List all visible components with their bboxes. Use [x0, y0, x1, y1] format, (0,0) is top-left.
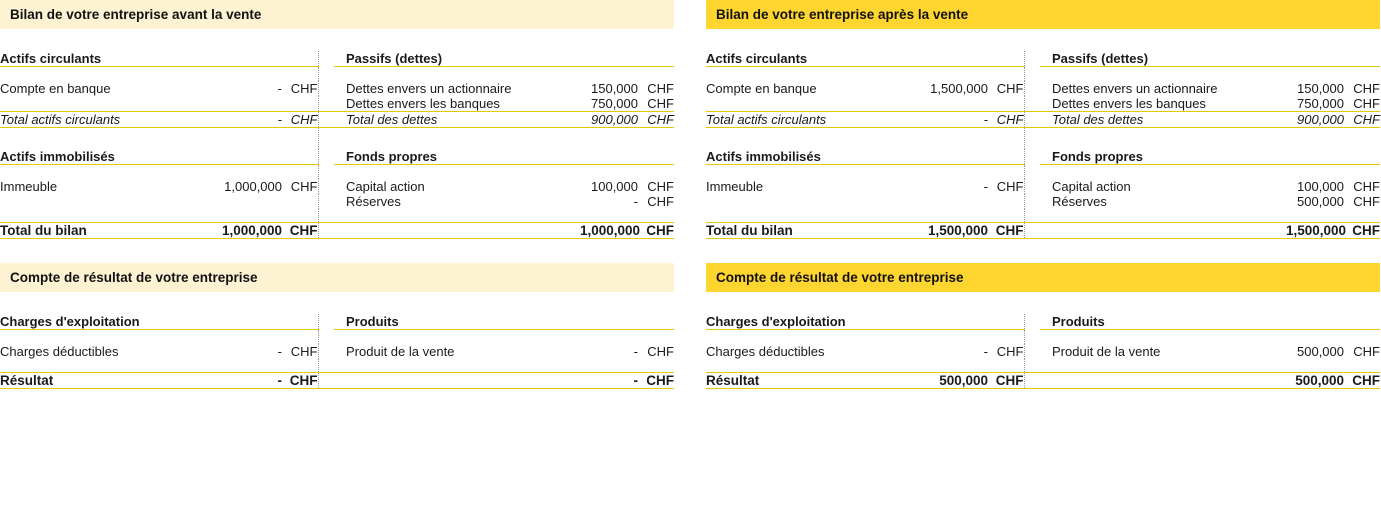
- row-dettes-actionnaire: Dettes envers un actionnaire: [346, 80, 512, 96]
- header-produits: Produits: [334, 314, 580, 330]
- currency: CHF: [996, 178, 1024, 194]
- header-fonds-propres: Fonds propres: [1040, 149, 1286, 165]
- total-actifs-circulants-value: -: [222, 111, 282, 127]
- row-compte-en-banque: Compte en banque: [706, 80, 817, 96]
- currency: CHF: [1353, 178, 1380, 194]
- header-actifs-immobilises: Actifs immobilisés: [0, 149, 222, 165]
- currency: CHF: [290, 80, 318, 96]
- row-dettes-banques: Dettes envers les banques: [346, 95, 500, 111]
- income-title-after: Compte de résultat de votre entreprise: [706, 263, 1380, 292]
- total-bilan-label: Total du bilan: [706, 223, 916, 239]
- panel-before: [0, 0, 674, 514]
- value-reserves: 500,000: [1297, 193, 1344, 209]
- balance-table-after: [706, 29, 1380, 239]
- resultat-value-left: -: [222, 373, 282, 389]
- currency: CHF: [1353, 80, 1380, 96]
- value-capital-action: 100,000: [1297, 178, 1344, 194]
- row-dettes-banques: Dettes envers les banques: [1052, 95, 1206, 111]
- row-dettes-actionnaire: Dettes envers un actionnaire: [1052, 80, 1218, 96]
- currency: CHF: [290, 343, 318, 359]
- currency: CHF: [647, 178, 674, 194]
- row-capital-action: Capital action: [1052, 178, 1131, 194]
- currency: CHF: [1353, 193, 1380, 209]
- row-charges-deductibles: Charges déductibles: [706, 343, 825, 359]
- row-reserves: Réserves: [1052, 193, 1107, 209]
- row-produit-vente: Produit de la vente: [346, 343, 455, 359]
- value-immeuble: 1,000,000: [224, 178, 282, 194]
- value-compte-en-banque: 1,500,000: [930, 80, 988, 96]
- income-title-before: Compte de résultat de votre entreprise: [0, 263, 674, 292]
- currency: CHF: [290, 178, 318, 194]
- value-immeuble: -: [983, 178, 988, 194]
- income-table-after: [706, 292, 1380, 389]
- value-reserves: -: [633, 193, 638, 209]
- currency: CHF: [638, 373, 674, 389]
- currency: CHF: [647, 193, 674, 209]
- total-actifs-circulants: Total actifs circulants: [0, 111, 222, 127]
- value-charges-deductibles: -: [277, 343, 282, 359]
- row-immeuble: Immeuble: [706, 178, 764, 194]
- balance-title-before: Bilan de votre entreprise avant la vente: [0, 0, 674, 29]
- total-bilan-value-right: 1,500,000: [1286, 223, 1347, 238]
- total-actifs-circulants-value: -: [916, 111, 988, 127]
- resultat-label: Résultat: [706, 373, 916, 389]
- total-bilan-value-left: 1,000,000: [222, 223, 283, 238]
- currency: CHF: [996, 80, 1024, 96]
- total-dettes: Total des dettes: [334, 111, 580, 127]
- currency: CHF: [1344, 111, 1380, 127]
- header-charges-exploitation: Charges d'exploitation: [0, 314, 222, 330]
- panel-after: [706, 0, 1380, 514]
- value-capital-action: 100,000: [591, 178, 638, 194]
- header-charges-exploitation: Charges d'exploitation: [706, 314, 916, 330]
- currency: CHF: [996, 343, 1024, 359]
- resultat-value-left: 500,000: [916, 373, 988, 389]
- header-actifs-circulants: Actifs circulants: [706, 51, 916, 67]
- value-dettes-banques: 750,000: [591, 95, 638, 111]
- currency: CHF: [638, 223, 674, 239]
- total-actifs-circulants: Total actifs circulants: [706, 111, 916, 127]
- currency: CHF: [282, 111, 318, 127]
- header-actifs-circulants: Actifs circulants: [0, 51, 222, 67]
- value-produit-vente: -: [633, 343, 638, 359]
- currency: CHF: [1344, 373, 1380, 389]
- header-produits: Produits: [1040, 314, 1286, 330]
- resultat-value-right: -: [580, 373, 638, 389]
- total-dettes-value: 900,000: [580, 111, 638, 127]
- currency: CHF: [1344, 223, 1380, 239]
- currency: CHF: [1353, 343, 1380, 359]
- value-dettes-actionnaire: 150,000: [591, 80, 638, 96]
- currency: CHF: [988, 223, 1024, 239]
- header-fonds-propres: Fonds propres: [334, 149, 580, 165]
- total-bilan-label: Total du bilan: [0, 223, 222, 239]
- header-actifs-immobilises: Actifs immobilisés: [706, 149, 916, 165]
- header-passifs: Passifs (dettes): [1040, 51, 1286, 67]
- resultat-label: Résultat: [0, 373, 222, 389]
- total-bilan-value-left: 1,500,000: [916, 223, 988, 239]
- header-passifs: Passifs (dettes): [334, 51, 580, 67]
- currency: CHF: [282, 223, 318, 239]
- currency: CHF: [638, 111, 674, 127]
- balance-title-after: Bilan de votre entreprise après la vente: [706, 0, 1380, 29]
- row-charges-deductibles: Charges déductibles: [0, 343, 119, 359]
- row-produit-vente: Produit de la vente: [1052, 343, 1161, 359]
- currency: CHF: [647, 343, 674, 359]
- row-immeuble: Immeuble: [0, 178, 58, 194]
- currency: CHF: [647, 80, 674, 96]
- value-produit-vente: 500,000: [1297, 343, 1344, 359]
- value-charges-deductibles: -: [983, 343, 988, 359]
- currency: CHF: [647, 95, 674, 111]
- currency: CHF: [988, 111, 1024, 127]
- value-dettes-banques: 750,000: [1297, 95, 1344, 111]
- currency: CHF: [1353, 95, 1380, 111]
- total-dettes-value: 900,000: [1286, 111, 1344, 127]
- income-table-before: [0, 292, 674, 389]
- total-bilan-value-right: 1,000,000: [580, 223, 641, 238]
- currency: CHF: [282, 373, 318, 389]
- row-reserves: Réserves: [346, 193, 401, 209]
- balance-table-before: [0, 29, 674, 239]
- row-compte-en-banque: Compte en banque: [0, 80, 111, 96]
- total-dettes: Total des dettes: [1040, 111, 1286, 127]
- value-compte-en-banque: -: [277, 80, 282, 96]
- value-dettes-actionnaire: 150,000: [1297, 80, 1344, 96]
- row-capital-action: Capital action: [346, 178, 425, 194]
- currency: CHF: [988, 373, 1024, 389]
- resultat-value-right: 500,000: [1286, 373, 1344, 389]
